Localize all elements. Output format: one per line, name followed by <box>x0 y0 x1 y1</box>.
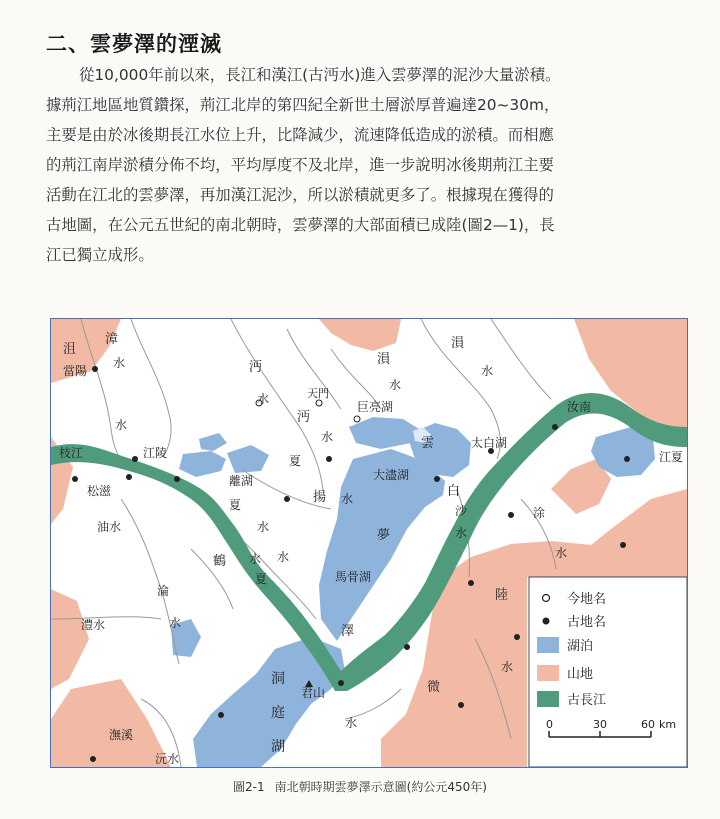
map-label-runan: 汝南 <box>567 400 592 414</box>
map-label-datonghu: 大濜湖 <box>373 468 410 482</box>
map-label-luxi: 潕溪 <box>109 728 134 742</box>
river-swatch-icon <box>537 691 559 707</box>
map-label-xia2: 夏 <box>289 454 302 468</box>
map-label-junshan: 君山 <box>301 686 326 700</box>
map-label-ju: 沮 <box>63 342 77 357</box>
ancient-place-marker-icon <box>514 634 520 640</box>
map-label-mian: 沔 <box>249 360 263 375</box>
map-label-shui-yun2: 水 <box>481 364 494 378</box>
map-label-xia3: 夏 <box>255 572 268 586</box>
map-label-dong: 洞 <box>271 671 285 687</box>
map-label-meng: 夢 <box>377 528 391 543</box>
yunmeng-map <box>50 318 688 768</box>
modern-place-marker-icon <box>316 400 322 406</box>
map-label-yang: 揚 <box>313 490 327 505</box>
scale-tick-60: 60 <box>641 718 655 731</box>
scale-tick-30: 30 <box>593 718 607 731</box>
map-label-yun-char: 雲 <box>421 436 435 451</box>
lake-swatch-icon <box>537 637 559 653</box>
paragraph-line: 據荊江地區地質鑽探，荊江北岸的第四紀全新世土層淤厚普遍達20~30m， <box>46 96 560 114</box>
map-label-shui-i: 水 <box>169 616 182 630</box>
ancient-place-marker-icon <box>72 476 78 482</box>
ancient-place-marker-icon <box>552 424 558 430</box>
map-label-lihu: 離湖 <box>229 474 254 488</box>
section-heading: 二、雲夢澤的湮滅 <box>46 32 222 56</box>
ancient-place-marker-icon <box>92 366 98 372</box>
map-label-dangyang: 當陽 <box>63 364 88 378</box>
paragraph-line: 古地圖，在公元五世紀的南北朝時，雲夢澤的大部面積已成陸(圖2—1)，長 <box>46 216 555 234</box>
ancient-place-marker-icon <box>620 542 626 548</box>
paragraph-line: 從10,000年前以來，長江和漢江(古沔水)進入雲夢澤的泥沙大量淤積。 <box>79 66 561 84</box>
map-label-he: 鶴 <box>213 554 227 569</box>
ancient-place-marker-icon <box>132 456 138 462</box>
lake <box>179 451 226 477</box>
body-paragraph <box>46 60 696 270</box>
map-label-shui-e: 水 <box>257 520 270 534</box>
paragraph-line: 的荊江南岸淤積分佈不均，平均厚度不及北岸，進一步說明冰後期荊江主要 <box>46 156 554 174</box>
mountain-region <box>319 319 401 351</box>
lake <box>199 433 227 451</box>
map-label-taibaihu: 太白湖 <box>471 436 508 450</box>
map-label-wei: 微 <box>427 680 441 695</box>
ancient-place-marker-icon <box>404 644 410 650</box>
legend-lake-label: 湖泊 <box>567 639 594 654</box>
map-label-songzi: 松滋 <box>87 484 112 498</box>
map-label-shui-f: 水 <box>249 552 262 566</box>
map-label-jiangxia: 江夏 <box>659 450 684 464</box>
map-label-shui-k: 水 <box>345 716 358 730</box>
map-label-shui-d: 水 <box>455 526 468 540</box>
map-label-shui-yun: 水 <box>389 378 402 392</box>
map-label-julianghu: 巨亮湖 <box>357 400 394 414</box>
ancient-place-marker-icon <box>458 702 464 708</box>
map-label-shui-zhang: 水 <box>113 356 126 370</box>
mountain-swatch-icon <box>537 665 559 681</box>
lake <box>349 417 419 449</box>
map-label-tianmen: 天門 <box>307 387 329 400</box>
ancient-place-marker-icon <box>543 618 550 625</box>
map-label-mahuhu: 馬骨湖 <box>335 570 372 584</box>
ancient-place-marker-icon <box>90 756 96 762</box>
ancient-place-marker-icon <box>338 680 344 686</box>
paragraph-line: 活動在江北的雲夢澤，再加漢江泥沙，所以淤積就更多了。根據現在獲得的 <box>46 186 554 204</box>
map-label-shui-b: 水 <box>321 430 334 444</box>
ancient-place-marker-icon <box>174 476 180 482</box>
figure-title: 南北朝時期雲夢澤示意圖(約公元450年) <box>274 780 487 794</box>
map-label-xia1: 夏 <box>229 498 242 512</box>
map-label-shui-a: 水 <box>115 418 128 432</box>
map-label-lun: 淪 <box>157 584 170 598</box>
mountain-region <box>51 589 89 689</box>
modern-place-marker-icon <box>543 595 550 602</box>
map-label-yun-river: 溳 <box>377 352 391 367</box>
map-label-yun2: 溳 <box>451 336 465 351</box>
map-label-lishui: 澧水 <box>81 618 106 632</box>
lake <box>227 445 269 473</box>
map-label-zhang: 漳 <box>105 332 119 347</box>
legend-modern-label: 今地名 <box>567 592 607 607</box>
ancient-place-marker-icon <box>624 456 630 462</box>
map-label-lu: 陸 <box>495 588 509 603</box>
map-label-youshui: 油水 <box>97 520 122 534</box>
legend-ancient-label: 古地名 <box>567 615 607 630</box>
paragraph-line: 江已獨立成形。 <box>46 246 154 264</box>
ancient-place-marker-icon <box>284 496 290 502</box>
map-label-shui-mian: 水 <box>257 392 270 406</box>
map-label-jiangling: 江陵 <box>143 446 168 460</box>
paragraph-line: 主要是由於冰後期長江水位上升，比降減少，流速降低造成的淤積。而相應 <box>46 126 554 144</box>
map-label-zhijiang: 枝江 <box>59 446 84 460</box>
map-label-ting: 庭 <box>271 705 285 721</box>
map-label-sha: 沙 <box>455 504 468 518</box>
map-canvas <box>51 319 687 767</box>
scale-unit: km <box>659 718 677 731</box>
ancient-place-marker-icon <box>508 512 514 518</box>
ancient-place-marker-icon <box>468 580 474 586</box>
map-label-yuanshui: 沅水 <box>155 752 180 766</box>
ancient-place-marker-icon <box>434 476 440 482</box>
figure-number: 圖2-1 <box>233 780 265 794</box>
map-label-ze: 澤 <box>341 624 355 639</box>
legend-river-label: 古長江 <box>567 693 607 708</box>
ancient-place-marker-icon <box>326 456 332 462</box>
mountain-region <box>51 679 171 767</box>
figure-caption <box>0 778 720 795</box>
map-label-bai: 白 <box>447 484 461 499</box>
legend <box>529 577 687 767</box>
legend-mountain-label: 山地 <box>567 667 594 682</box>
map-label-shui-h: 水 <box>555 546 568 560</box>
map-label-mian2: 沔 <box>297 410 311 425</box>
ancient-place-marker-icon <box>218 712 224 718</box>
scale-tick-0: 0 <box>546 718 553 731</box>
map-label-hu: 湖 <box>271 739 285 755</box>
map-label-shui-g: 水 <box>277 550 290 564</box>
map-label-tu: 涂 <box>533 506 546 520</box>
map-label-shui-c: 水 <box>341 492 354 506</box>
ancient-place-marker-icon <box>126 474 132 480</box>
map-label-shui-j: 水 <box>501 660 514 674</box>
modern-place-marker-icon <box>354 416 360 422</box>
